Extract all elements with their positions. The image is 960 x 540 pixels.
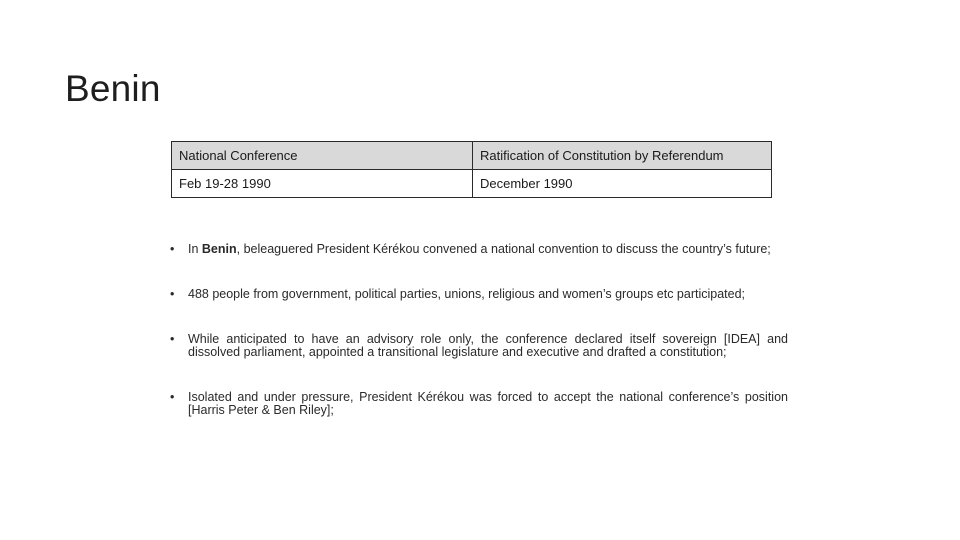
list-item xyxy=(170,288,788,301)
bullet-text: While anticipated to have an advisory role only, the conference declared itself sovereign [IDEA] and dissolved parliament, appointed a transitional legislature and executive and drafted a constitution; xyxy=(188,332,788,359)
timeline-table xyxy=(171,141,772,198)
bullet-text: , beleaguered President Kérékou convened a national convention to discuss the country’s future; xyxy=(236,242,771,256)
bullet-icon: • xyxy=(170,287,175,301)
list-item xyxy=(170,243,788,256)
bullet-icon: • xyxy=(170,242,175,256)
table-header-cell: National Conference xyxy=(172,142,473,170)
table-cell: Feb 19-28 1990 xyxy=(172,170,473,198)
slide-title: Benin xyxy=(65,68,161,109)
bullet-list xyxy=(170,243,788,417)
bullet-icon: • xyxy=(170,332,175,346)
bullet-bold-text: Benin xyxy=(201,242,237,256)
list-item xyxy=(170,391,788,417)
list-item xyxy=(170,333,788,359)
table-header-cell: Ratification of Constitution by Referendum xyxy=(473,142,772,170)
bullet-prefix: In xyxy=(188,242,202,256)
bullet-text: 488 people from government, political parties, unions, religious and women’s groups etc participated; xyxy=(188,287,746,301)
bullet-text: Isolated and under pressure, President Kérékou was forced to accept the national conference’s position [Harris Peter & Ben Riley]; xyxy=(188,390,788,417)
table-cell: December 1990 xyxy=(473,170,772,198)
table-header-row xyxy=(172,142,772,170)
bullet-icon: • xyxy=(170,390,175,404)
table-row xyxy=(172,170,772,198)
